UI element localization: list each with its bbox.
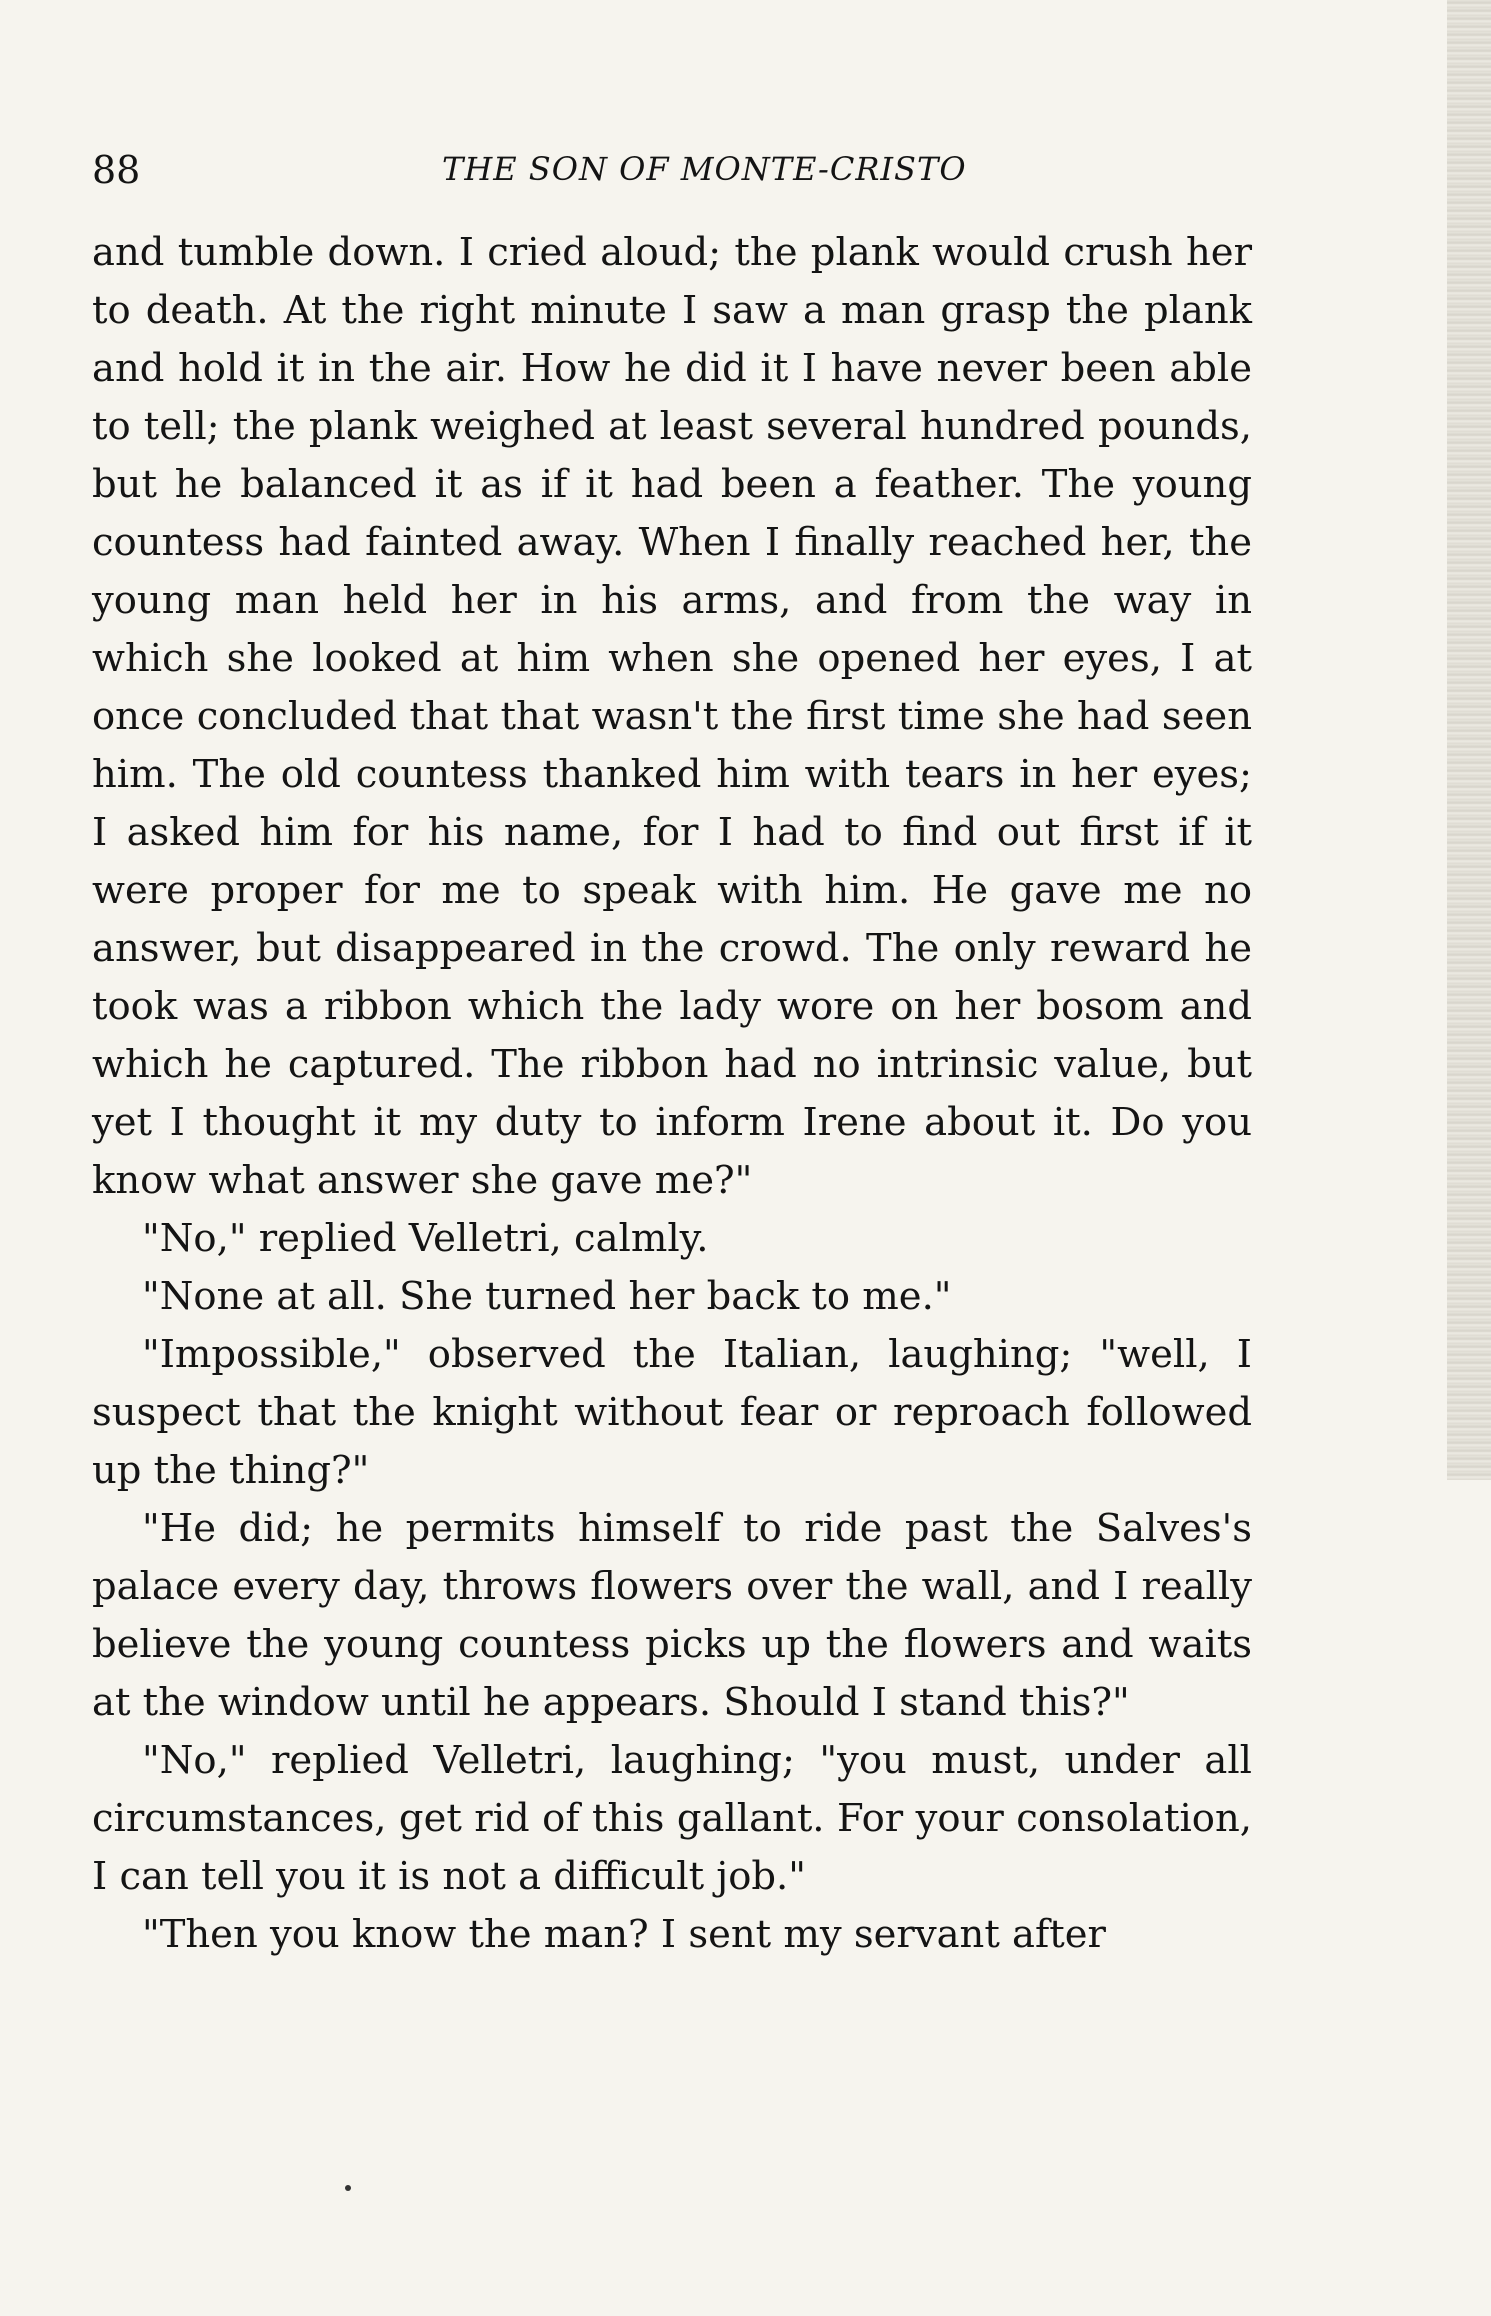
paragraph: "None at all. She turned her back to me." bbox=[142, 1274, 952, 1319]
binding-edge bbox=[1447, 0, 1491, 1480]
ink-speck bbox=[345, 2185, 351, 2191]
paragraph: "He did; he permits himself to ride past the Salves's palace every day, throws flowers over the wall, and I really believe the young countess picks up the flowers and waits at the window until he appears. Should I stand this?" bbox=[92, 1506, 1252, 1725]
running-title: THE SON OF MONTE-CRISTO bbox=[442, 150, 967, 188]
paragraph: "No," replied Velletri, calmly. bbox=[142, 1216, 709, 1261]
body-text bbox=[92, 224, 1252, 1964]
paragraph: "Impossible," observed the Italian, laughing; "well, I suspect that the knight without fear or reproach followed up the thing?" bbox=[92, 1332, 1252, 1493]
page-number: 88 bbox=[92, 148, 141, 192]
paragraph: "Then you know the man? I sent my servant after bbox=[142, 1912, 1106, 1957]
paragraph: "No," replied Velletri, laughing; "you must, under all circumstances, get rid of this gallant. For your consolation, I can tell you it is not a difficult job." bbox=[92, 1738, 1252, 1899]
page-header bbox=[92, 148, 1252, 194]
paragraph: and tumble down. I cried aloud; the plank would crush her to death. At the right minute I saw a man grasp the plank and hold it in the air. How he did it I have never been able to tell; the plank weighed at least several hundred pounds, but he balanced it as if it had been a feather. The young countess had fainted away. When I finally reached her, the young man held her in his arms, and from the way in which she looked at him when she opened her eyes, I at once concluded that that wasn't the first time she had seen him. The old countess thanked him with tears in her eyes; I asked him for his name, for I had to find out first if it were proper for me to speak with him. He gave me no answer, but disappeared in the crowd. The only reward he took was a ribbon which the lady wore on her bosom and which he captured. The ribbon had no intrinsic value, but yet I thought it my duty to inform Irene about it. Do you know what answer she gave me?" bbox=[92, 230, 1252, 1203]
